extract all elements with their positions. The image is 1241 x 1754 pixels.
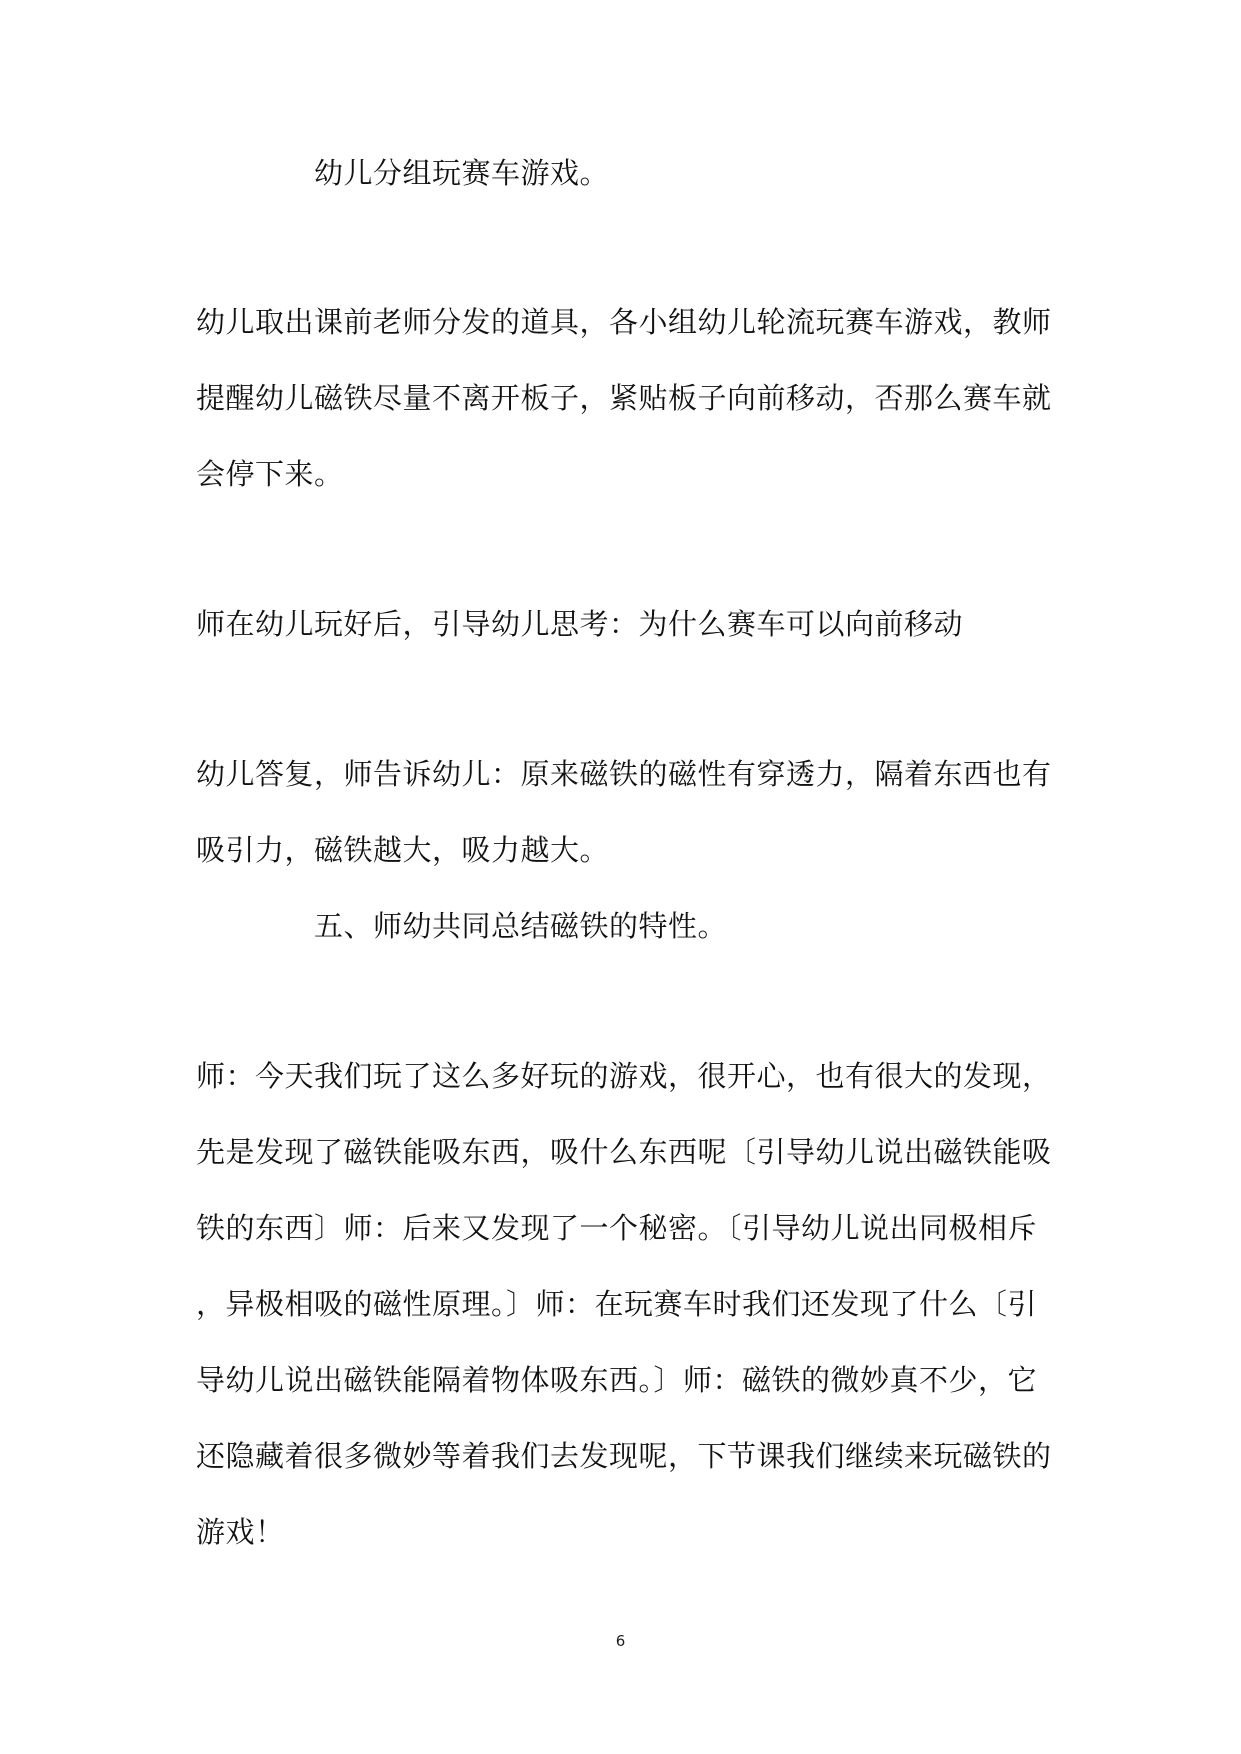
- paragraph-line: 会停下来。: [196, 457, 344, 491]
- paragraph-line: ，异极相吸的磁性原理。〕师：在玩赛车时我们还发现了什么〔引: [196, 1287, 1038, 1321]
- page-number: 6: [615, 1632, 626, 1650]
- paragraph-line: 师在幼儿玩好后，引导幼儿思考：为什么赛车可以向前移动: [196, 607, 964, 641]
- paragraph-line: 先是发现了磁铁能吸东西，吸什么东西呢〔引导幼儿说出磁铁能吸: [196, 1135, 1052, 1169]
- paragraph-heading-race-game: 幼儿分组玩赛车游戏。: [314, 156, 610, 190]
- paragraph-line: 还隐藏着很多微妙等着我们去发现呢，下节课我们继续来玩磁铁的: [196, 1439, 1052, 1473]
- paragraph-line: 提醒幼儿磁铁尽量不离开板子，紧贴板子向前移动，否那么赛车就: [196, 381, 1052, 415]
- paragraph-line: 游戏！: [196, 1515, 285, 1549]
- paragraph-line: 导幼儿说出磁铁能隔着物体吸东西。〕师：磁铁的微妙真不少，它: [196, 1363, 1038, 1397]
- paragraph-line: 师：今天我们玩了这么多好玩的游戏，很开心，也有很大的发现，: [196, 1059, 1052, 1093]
- paragraph-line: 幼儿取出课前老师分发的道具，各小组幼儿轮流玩赛车游戏，教师: [196, 305, 1052, 339]
- paragraph-line: 幼儿答复，师告诉幼儿：原来磁铁的磁性有穿透力，隔着东西也有: [196, 757, 1052, 791]
- paragraph-line: 吸引力，磁铁越大，吸力越大。: [196, 833, 610, 867]
- paragraph-line: 铁的东西〕师：后来又发现了一个秘密。〔引导幼儿说出同极相斥: [196, 1211, 1038, 1245]
- section-heading-summary: 五、师幼共同总结磁铁的特性。: [314, 909, 728, 943]
